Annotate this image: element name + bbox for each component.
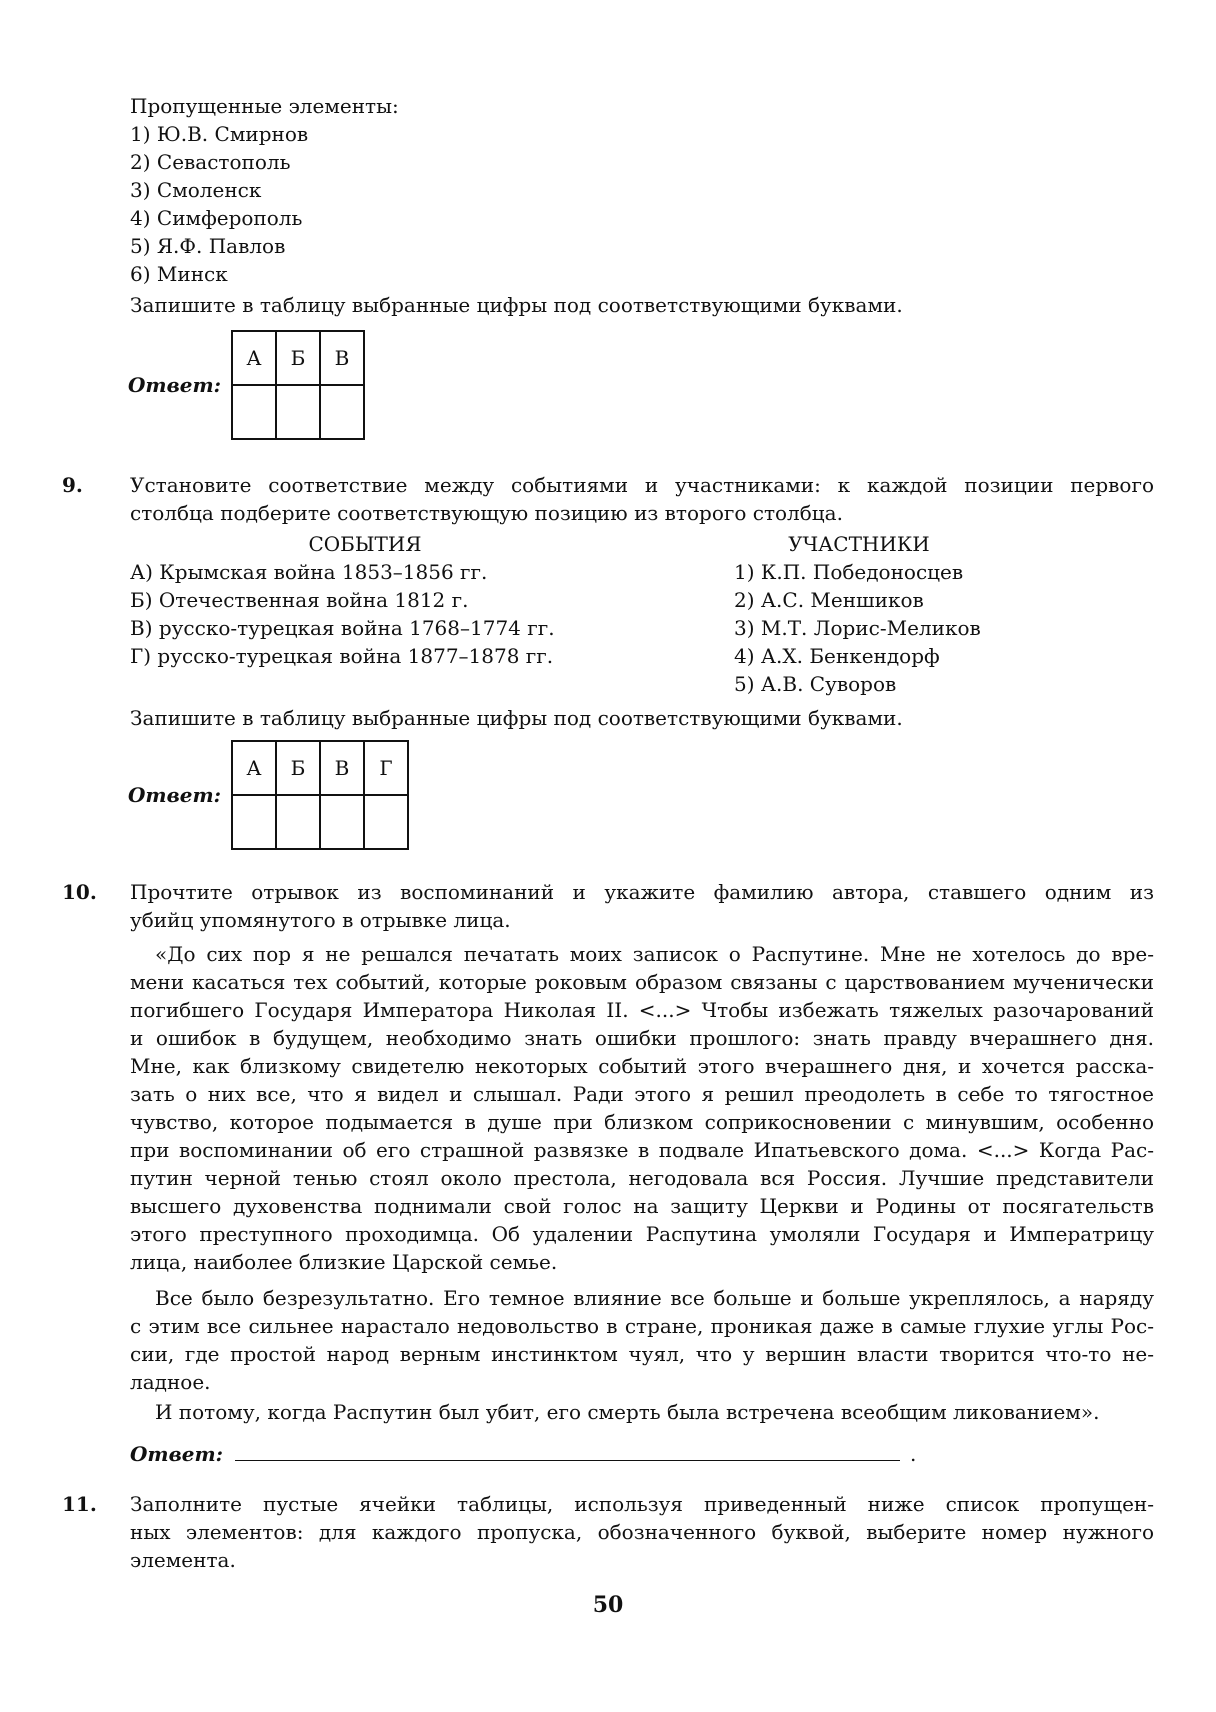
answer-input-cell[interactable]: [320, 795, 364, 849]
excerpt-line: мени касаться тех событий, которые роковым образом связаны с царствованием мученически: [130, 970, 1154, 994]
answer-block-9: [128, 740, 409, 850]
answer-letter-cell: Б: [276, 331, 320, 385]
answer-input-cell[interactable]: [276, 385, 320, 439]
answer-letter-cell: Б: [276, 741, 320, 795]
excerpt-line: и ошибок в будущем, необходимо знать ошибки прошлого: знать правду вчерашнего дня.: [130, 1026, 1154, 1050]
missing-elements-heading: Пропущенные элементы:: [130, 94, 399, 118]
excerpt-line: погибшего Государя Императора Николая II. <...> Чтобы избежать тяжелых разочарований: [130, 998, 1154, 1022]
event-item: Б) Отечественная война 1812 г.: [130, 588, 469, 612]
event-item: Г) русско-турецкая война 1877–1878 гг.: [130, 644, 554, 668]
answer-input-cell[interactable]: [276, 795, 320, 849]
question-text-line: столбца подберите соответствующую позицию из второго столбца.: [130, 501, 843, 525]
answer-block-8: [128, 330, 365, 440]
participants-column: [734, 530, 1134, 698]
question-9-text: [130, 471, 1154, 527]
page-number: 50: [592, 1592, 624, 1618]
answer-letter-cell: В: [320, 741, 364, 795]
question-9-instruction: [130, 704, 1154, 732]
question-text-line: элемента.: [130, 1548, 236, 1572]
answer-block-10: [130, 1438, 1154, 1466]
excerpt-line: с этим все сильнее нарастало недовольство в стране, проникая даже в самые глухие углы Рос-: [130, 1314, 1154, 1338]
excerpt-line: чувство, которое подымается в душе при близком соприкосновении с минувшим, особенно: [130, 1110, 1154, 1134]
question-text-line: ных элементов: для каждого пропуска, обозначенного буквой, выберите номер нужного: [130, 1520, 1154, 1544]
answer-table: [231, 740, 409, 850]
answer-label: Ответ:: [128, 783, 221, 807]
missing-element-item: 3) Смоленск: [130, 178, 262, 202]
answer-input-cell[interactable]: [320, 385, 364, 439]
excerpt-line: сии, где простой народ верным инстинктом чуял, что у вершин власти творится что-то не-: [130, 1342, 1154, 1366]
excerpt-line: ладное.: [130, 1370, 211, 1394]
events-header: СОБЫТИЯ: [308, 532, 422, 556]
participants-header: УЧАСТНИКИ: [788, 532, 930, 556]
excerpt-line: лица, наиболее близкие Царской семье.: [130, 1250, 558, 1274]
question-10-text: [130, 878, 1154, 934]
missing-elements-section: [130, 92, 1154, 319]
event-item: В) русско-турецкая война 1768–1774 гг.: [130, 616, 555, 640]
answer-table: [231, 330, 365, 440]
missing-element-item: 2) Севастополь: [130, 150, 291, 174]
excerpt-line: «До сих пор я не решался печатать моих записок о Распутине. Мне не хотелось до вре-: [155, 942, 1154, 966]
missing-element-item: 1) Ю.В. Смирнов: [130, 122, 309, 146]
answer-letter-cell: Г: [364, 741, 408, 795]
question-number: 10.: [62, 880, 97, 904]
answer-label: Ответ:: [130, 1442, 223, 1466]
excerpt-paragraph-3: [130, 1398, 1154, 1426]
event-item: А) Крымская война 1853–1856 гг.: [130, 560, 488, 584]
answer-letter-cell: А: [232, 331, 276, 385]
participant-item: 3) М.Т. Лорис-Меликов: [734, 616, 981, 640]
excerpt-paragraph-2: [130, 1284, 1154, 1396]
excerpt-line: И потому, когда Распутин был убит, его смерть была встречена всеобщим ликованием».: [155, 1400, 1100, 1424]
answer-label: Ответ:: [128, 373, 221, 397]
instruction-text: Запишите в таблицу выбранные цифры под соответствующими буквами.: [130, 293, 903, 317]
question-text-line: Прочтите отрывок из воспоминаний и укажите фамилию автора, ставшего одним из: [130, 880, 1154, 904]
question-number: 9.: [62, 473, 83, 497]
excerpt-line: Все было безрезультатно. Его темное влияние все больше и больше укреплялось, а наряду: [155, 1286, 1154, 1310]
excerpt-line: путин черной тенью стоял около престола, негодовала вся Россия. Лучшие представители: [130, 1166, 1154, 1190]
answer-letter-cell: В: [320, 331, 364, 385]
participant-item: 5) А.В. Суворов: [734, 672, 897, 696]
excerpt-paragraph-1: [130, 940, 1154, 1276]
answer-input-cell[interactable]: [232, 795, 276, 849]
answer-end-mark: .: [910, 1442, 917, 1466]
answer-input-cell[interactable]: [232, 385, 276, 439]
missing-element-item: 5) Я.Ф. Павлов: [130, 234, 286, 258]
instruction-text: Запишите в таблицу выбранные цифры под соответствующими буквами.: [130, 706, 903, 730]
question-11-text: [130, 1490, 1154, 1574]
excerpt-line: высшего духовенства поднимали свой голос на защиту Церкви и Родины от посягательств: [130, 1194, 1154, 1218]
answer-input-line[interactable]: [235, 1438, 900, 1461]
participant-item: 4) А.Х. Бенкендорф: [734, 644, 940, 668]
answer-letter-cell: А: [232, 741, 276, 795]
missing-element-item: 6) Минск: [130, 262, 228, 286]
participant-item: 2) А.С. Меншиков: [734, 588, 924, 612]
excerpt-line: Мне, как близкому свидетелю некоторых событий этого вчерашнего дня, и хочется расска-: [130, 1054, 1154, 1078]
missing-element-item: 4) Симферополь: [130, 206, 303, 230]
question-text-line: убийц упомянутого в отрывке лица.: [130, 908, 511, 932]
participant-item: 1) К.П. Победоносцев: [734, 560, 964, 584]
question-number: 11.: [62, 1492, 97, 1516]
excerpt-line: при воспоминании об его страшной развязке в подвале Ипатьевского дома. <...> Когда Рас-: [130, 1138, 1154, 1162]
answer-input-cell[interactable]: [364, 795, 408, 849]
question-text-line: Заполните пустые ячейки таблицы, используя приведенный ниже список пропущен-: [130, 1492, 1154, 1516]
question-text-line: Установите соответствие между событиями и участниками: к каждой позиции первого: [130, 473, 1154, 497]
excerpt-line: зать о них все, что я видел и слышал. Ради этого я решил преодолеть в себе то тягостное: [130, 1082, 1154, 1106]
events-column: [130, 530, 610, 670]
excerpt-line: этого преступного проходимца. Об удалении Распутина умоляли Государя и Императрицу: [130, 1222, 1154, 1246]
